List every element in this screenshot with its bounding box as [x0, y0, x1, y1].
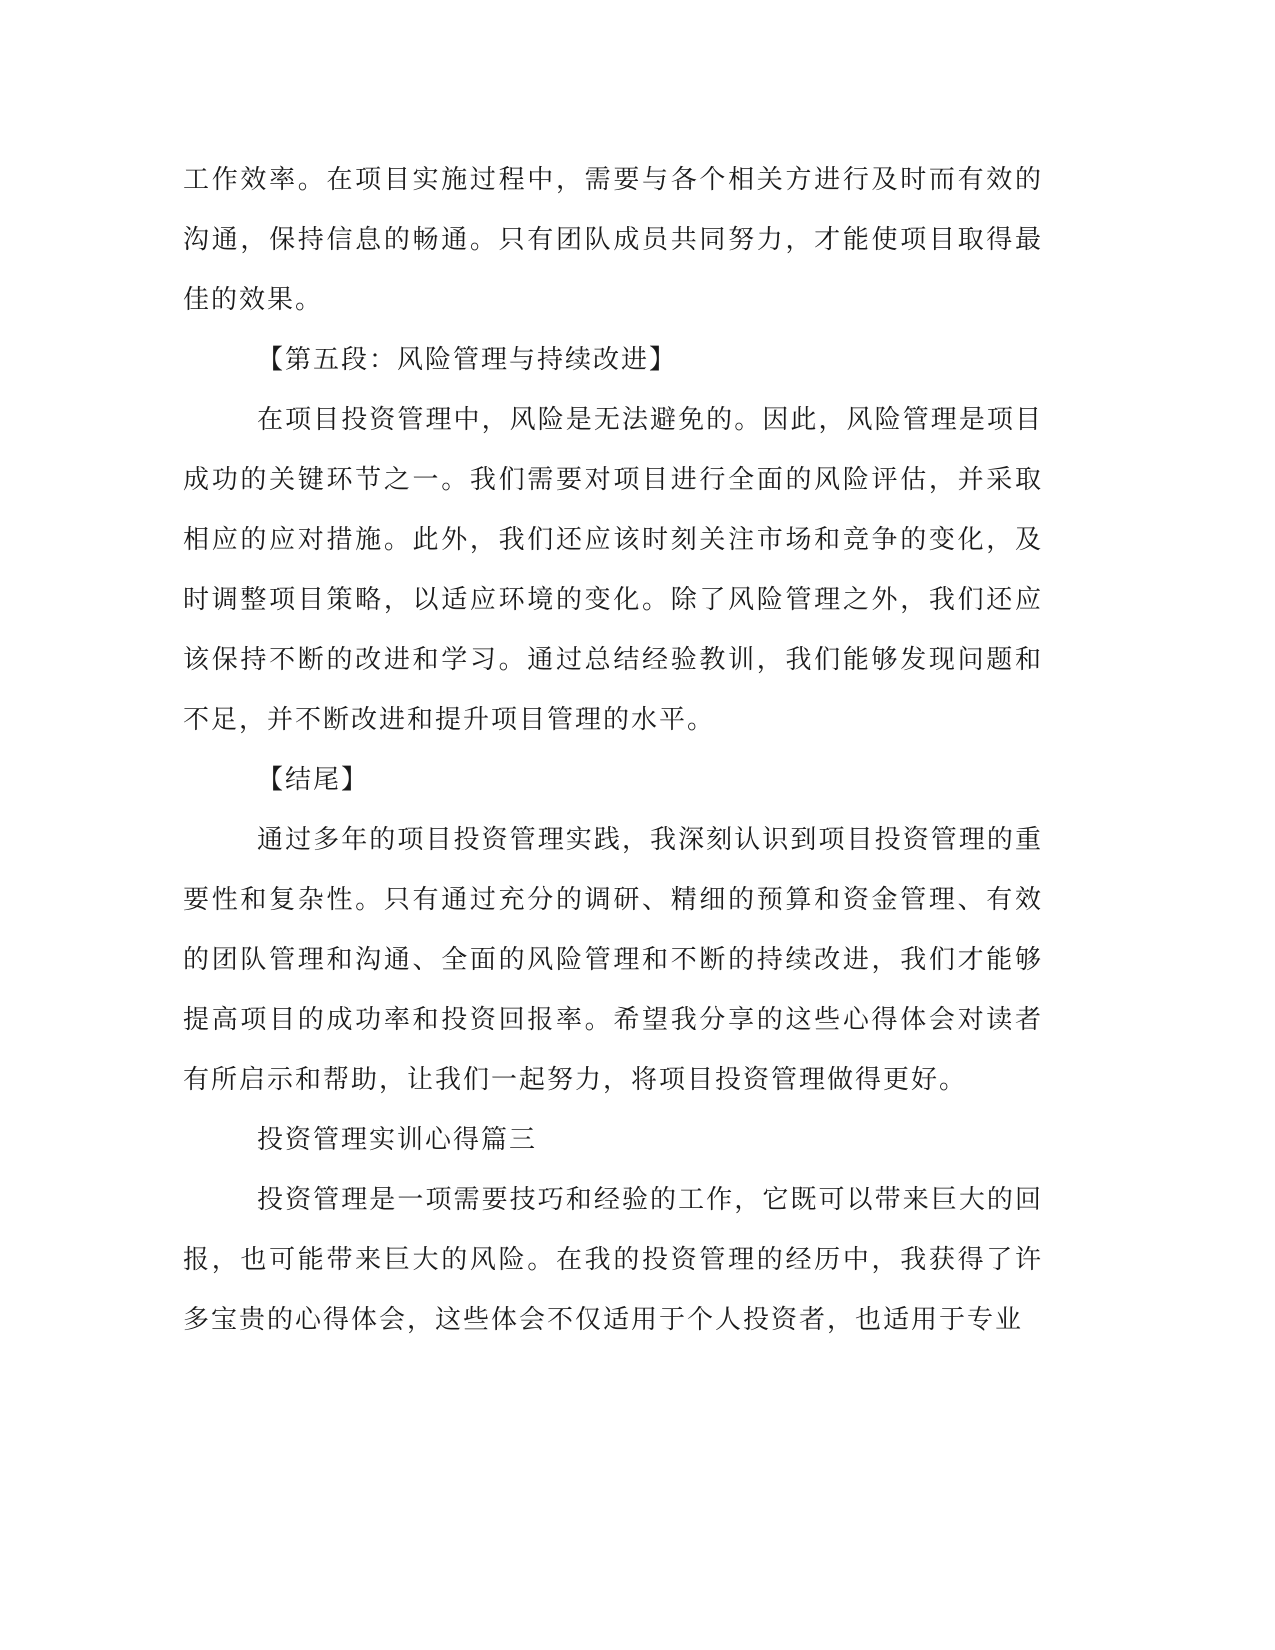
document-body: [183, 150, 1043, 1350]
article-title-part-three: 投资管理实训心得篇三: [257, 1125, 538, 1155]
paragraph-risk-management: 在项目投资管理中，风险是无法避免的。因此，风险管理是项目成功的关键环节之一。我们需要对项目进行全面的风险评估，并采取相应的应对措施。此外，我们还应该时刻关注市场和竞争的变化，及时调整项目策略，以适应环境的变化。除了风险管理之外，我们还应该保持不断的改进和学习。通过总结经验教训，我们能够发现问题和不足，并不断改进和提升项目管理的水平。: [183, 405, 1043, 735]
section-heading-fifth: 【第五段：风险管理与持续改进】: [257, 345, 678, 375]
paragraph-continuation: 工作效率。在项目实施过程中，需要与各个相关方进行及时而有效的沟通，保持信息的畅通。只有团队成员共同努力，才能使项目取得最佳的效果。: [183, 165, 1043, 315]
paragraph-part-three-intro: 投资管理是一项需要技巧和经验的工作，它既可以带来巨大的回报，也可能带来巨大的风险。在我的投资管理的经历中，我获得了许多宝贵的心得体会，这些体会不仅适用于个人投资者，也适用于专业: [183, 1185, 1043, 1335]
paragraph-conclusion: 通过多年的项目投资管理实践，我深刻认识到项目投资管理的重要性和复杂性。只有通过充分的调研、精细的预算和资金管理、有效的团队管理和沟通、全面的风险管理和不断的持续改进，我们才能够提高项目的成功率和投资回报率。希望我分享的这些心得体会对读者有所启示和帮助，让我们一起努力，将项目投资管理做得更好。: [183, 825, 1043, 1095]
section-heading-ending: 【结尾】: [257, 765, 370, 795]
